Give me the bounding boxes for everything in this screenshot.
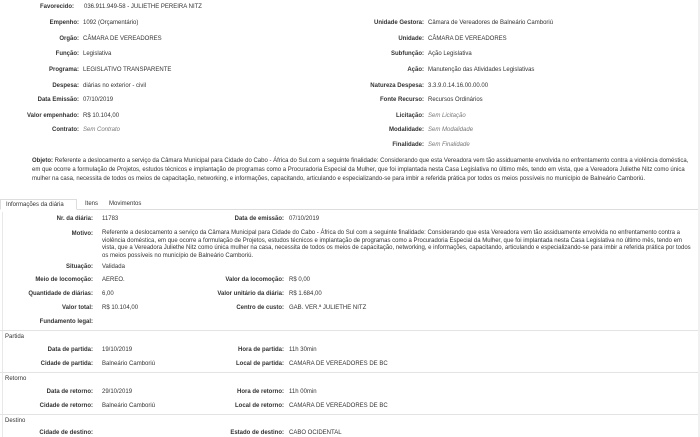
header-right-value: 3.3.9.0.14.16.00.00.00 xyxy=(428,83,489,89)
tab-itens[interactable]: Itens xyxy=(85,201,99,207)
data-emissao-label: Data de emissão: xyxy=(234,216,284,222)
header-right-label: Unidade: xyxy=(398,36,424,42)
favorecido-label: Favorecido: xyxy=(40,4,75,10)
data-partida-value: 19/10/2019 xyxy=(102,347,133,353)
hora-partida-value: 11h 30min xyxy=(289,347,317,353)
quantidade-diarias-value: 6,00 xyxy=(102,291,114,297)
valor-unitario-value: R$ 1.684,00 xyxy=(289,291,322,297)
objeto-text: Referente a deslocamento a serviço da Câmara Municipal para Cidade do Cabo - África do Sul.com a seguinte finalidade: Considerando que esta Vereadora vem tão assiduamente envolvida no enfrentamento contra a violência doméstica, em que ocorre a formulação de Projetos, estudos técnicos e implantação de programas como a Procuradoria Especial da Mulher, que foi implantada nesta Casa Legislativa no último mês, tendo em vista, que a Vereadora Juliethe Nitz como única mulher na casa, necessita de todos os meios de capacitação, networking, e informações, capacitando, articulando e especializando-se para imbir a referida prática por todos os meios possíveis no município de Balneário Camboriú. xyxy=(32,158,689,182)
header-right-label: Unidade Gestora: xyxy=(373,20,424,26)
header-right-value: Sem Finalidade xyxy=(428,142,470,148)
local-partida-label: Local de partida: xyxy=(235,361,284,367)
hora-retorno-label: Hora de retorno: xyxy=(236,389,284,395)
nr-diaria-value: 11783 xyxy=(102,216,119,222)
header-right-value: Sem Modalidade xyxy=(428,127,474,133)
header-left-value: Legislativa xyxy=(83,51,112,57)
cidade-partida-label: Cidade de partida: xyxy=(40,361,93,367)
cidade-retorno-value: Balneário Camboriú xyxy=(102,403,156,409)
tab-informacoes-diaria[interactable]: Informações da diária xyxy=(0,199,77,210)
valor-unitario-label: Valor unitário da diária: xyxy=(217,291,284,297)
destino-section-title: Destino xyxy=(5,418,26,424)
quantidade-diarias-label: Quantidade de diárias: xyxy=(28,291,93,297)
valor-total-label: Valor total: xyxy=(61,305,93,311)
divider xyxy=(0,330,698,331)
header-right-label: Natureza Despesa: xyxy=(370,83,424,89)
divider xyxy=(0,414,698,415)
data-retorno-label: Data de retorno: xyxy=(46,389,93,395)
valor-total-value: R$ 10.104,00 xyxy=(102,305,139,311)
retorno-section-title: Retorno xyxy=(5,376,27,382)
centro-custo-label: Centro de custo: xyxy=(236,305,284,311)
header-right-value: Recursos Ordinários xyxy=(428,97,483,103)
header-left-value: Sem Contrato xyxy=(83,127,121,133)
header-left-label: Data Emissão: xyxy=(37,97,79,103)
data-partida-label: Data de partida: xyxy=(47,347,93,353)
objeto-label: Objeto: xyxy=(32,158,53,164)
header-left-value: CÂMARA DE VEREADORES xyxy=(83,36,162,42)
partida-section-title: Partida xyxy=(5,334,25,340)
nr-diaria-label: Nr. da diária: xyxy=(56,216,93,222)
header-right-value: Câmara de Vereadores de Balneário Camboriú xyxy=(428,20,554,26)
header-right-label: Finalidade: xyxy=(392,142,424,148)
header-right-value: Ação Legislativa xyxy=(428,51,472,57)
motivo-text: Referente a deslocamento a serviço da Câmara Municipal para Cidade do Cabo - África do Sul com a seguinte finalidade: Considerando que esta Vereadora vem tão assiduamente envolvida no enfrentamento contra a violência doméstica, em que ocorre a formulação de Projetos, estudos técnicos e implantação de programas como a Procuradoria Especial da Mulher, que foi implantada nesta Casa Legislativa no último mês, tendo em vista, que a Vereadora Juliethe Nitz como única mulher na casa, necessita de todos os meios de capacitação, networking, e informações, capacitando, articulando e especializando-se para imbir a referida prática por todos os meios possíveis no município de Balneário Camboriú. xyxy=(102,230,691,259)
fundamento-legal-label: Fundamento legal: xyxy=(39,319,93,325)
tab-bar xyxy=(0,199,700,210)
cidade-destino-label: Cidade de destino: xyxy=(39,430,93,436)
objeto-block xyxy=(32,157,694,184)
header-right-label: Subfunção: xyxy=(391,51,424,57)
data-emissao-value: 07/10/2019 xyxy=(289,216,320,222)
data-retorno-value: 29/10/2019 xyxy=(102,389,133,395)
header-right-value: CÂMARA DE VEREADORES xyxy=(428,36,507,42)
header-left-value: 07/10/2019 xyxy=(83,97,114,103)
header-left-label: Programa: xyxy=(48,67,79,73)
header-right-label: Licitação: xyxy=(395,113,424,119)
motivo-label: Motivo: xyxy=(71,231,93,237)
local-partida-value: CAMARA DE VEREADORES DE BC xyxy=(289,361,388,367)
header-left-label: Orgão: xyxy=(59,36,79,42)
header-right-label: Ação: xyxy=(407,67,424,73)
header-left-label: Contrato: xyxy=(52,127,79,133)
header-left-value: R$ 10.104,00 xyxy=(83,113,120,119)
valor-locomocao-label: Valor da locomoção: xyxy=(225,277,284,283)
situacao-value: Validada xyxy=(102,264,125,270)
header-left-value: diárias no exterior - civil xyxy=(83,83,147,89)
situacao-label: Situação: xyxy=(65,264,93,270)
content-left-border xyxy=(2,212,3,437)
meio-locomocao-label: Meio de locomoção: xyxy=(35,277,93,283)
local-retorno-value: CAMARA DE VEREADORES DE BC xyxy=(289,403,388,409)
header-left-label: Valor empenhado: xyxy=(26,113,79,119)
cidade-partida-value: Balneário Camboriú xyxy=(102,361,156,367)
estado-destino-value: CABO OCIDENTAL xyxy=(289,430,342,436)
meio-locomocao-value: AEREO. xyxy=(102,277,125,283)
header-left-label: Despesa: xyxy=(52,83,79,89)
header-right-value: Manutenção das Atividades Legislativas xyxy=(428,67,535,73)
header-left-value: 1092 (Orçamentário) xyxy=(83,20,139,26)
hora-retorno-value: 11h 00min xyxy=(289,389,317,395)
tab-movimentos[interactable]: Movimentos xyxy=(109,201,142,207)
header-left-value: LEGISLATIVO TRANSPARENTE xyxy=(83,67,172,73)
local-retorno-label: Local de retorno: xyxy=(234,403,284,409)
centro-custo-value: GAB. VER.ª JULIETHE NITZ xyxy=(289,305,367,311)
header-left-label: Função: xyxy=(55,51,79,57)
cidade-retorno-label: Cidade de retorno: xyxy=(39,403,93,409)
header-left-label: Empenho: xyxy=(49,20,79,26)
valor-locomocao-value: R$ 0,00 xyxy=(289,277,311,283)
header-right-value: Sem Licitação xyxy=(428,113,466,119)
favorecido-value: 036.911.949-58 - JULIETHE PEREIRA NITZ xyxy=(84,4,202,10)
divider xyxy=(0,372,698,373)
estado-destino-label: Estado de destino: xyxy=(230,430,284,436)
hora-partida-label: Hora de partida: xyxy=(237,347,284,353)
header-right-label: Fonte Recurso: xyxy=(379,97,424,103)
header-right-label: Modalidade: xyxy=(388,127,424,133)
